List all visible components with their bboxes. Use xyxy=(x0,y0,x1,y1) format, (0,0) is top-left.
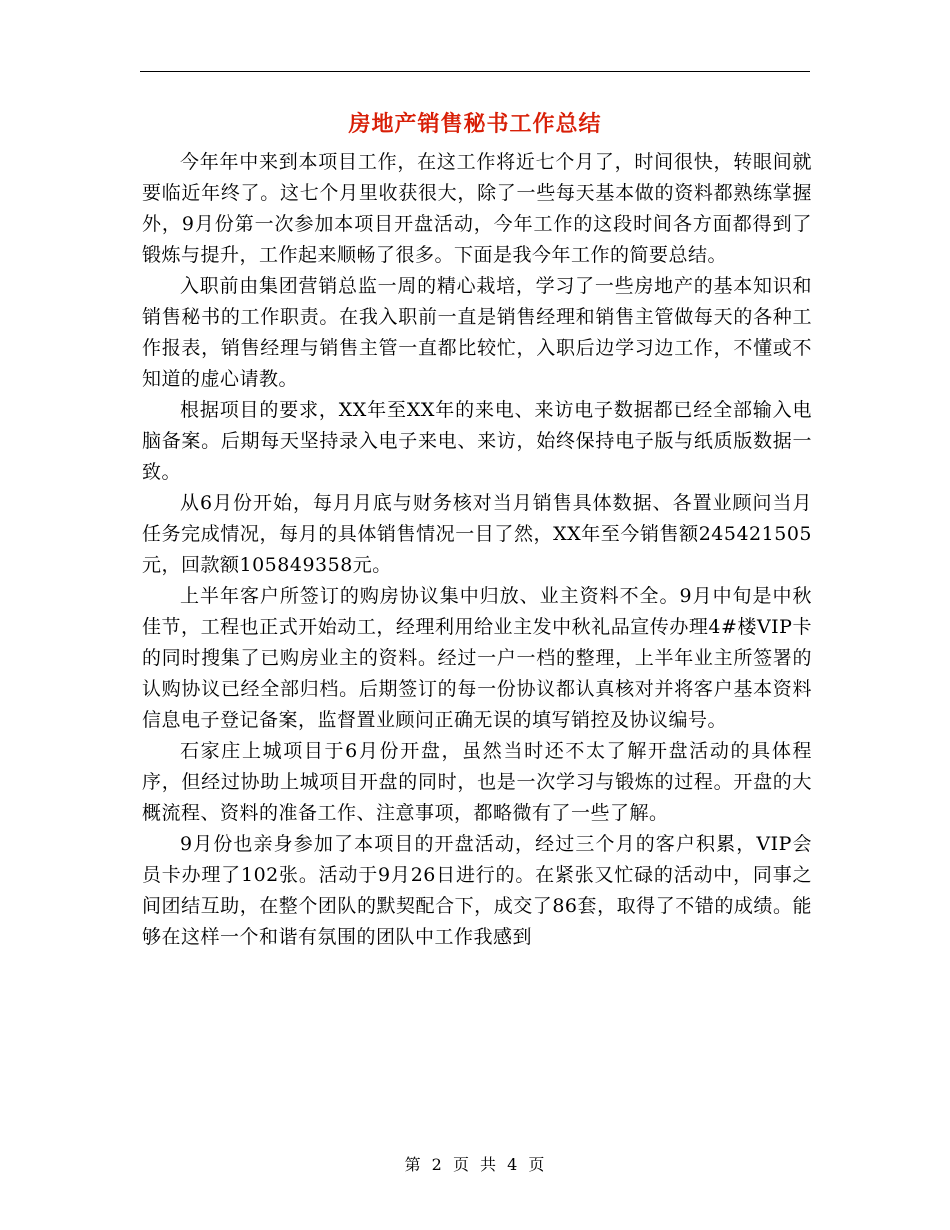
paragraph-3: 根据项目的要求，XX年至XX年的来电、来访电子数据都已经全部输入电脑备案。后期每天坚持录入电子来电、来访，始终保持电子版与纸质版数据一致。 xyxy=(142,399,812,483)
paragraph-1: 今年年中来到本项目工作，在这工作将近七个月了，时间很快，转眼间就要临近年终了。这七个月里收获很大，除了一些每天基本做的资料都熟练掌握外，9月份第一次参加本项目开盘活动，今年工作的这段时间各方面都得到了锻炼与提升，工作起来顺畅了很多。下面是我今年工作的简要总结。 xyxy=(142,151,812,266)
page-number-footer: 第 2 页 共 4 页 xyxy=(404,1155,546,1174)
document-body xyxy=(142,147,812,953)
paragraph-2: 入职前由集团营销总监一周的精心栽培，学习了一些房地产的基本知识和销售秘书的工作职责。在我入职前一直是销售经理和销售主管做每天的各种工作报表，销售经理与销售主管一直都比较忙，入职后边学习边工作，不懂或不知道的虚心请教。 xyxy=(142,275,812,390)
paragraph-4: 从6月份开始，每月月底与财务核对当月销售具体数据、各置业顾问当月任务完成情况，每月的具体销售情况一目了然，XX年至今销售额245421505元，回款额105849358元。 xyxy=(142,492,812,576)
paragraph-7: 9月份也亲身参加了本项目的开盘活动，经过三个月的客户积累，VIP会员卡办理了102张。活动于9月26日进行的。在紧张又忙碌的活动中，同事之间团结互助，在整个团队的默契配合下，成交了86套，取得了不错的成绩。能够在这样一个和谐有氛围的团队中工作我感到 xyxy=(142,833,812,948)
document-title: 房地产销售秘书工作总结 xyxy=(348,112,602,137)
paragraph-6: 石家庄上城项目于6月份开盘，虽然当时还不太了解开盘活动的具体程序，但经过协助上城项目开盘的同时，也是一次学习与锻炼的过程。开盘的大概流程、资料的准备工作、注意事项，都略微有了一些了解。 xyxy=(142,740,812,824)
header-rule xyxy=(140,71,810,72)
paragraph-5: 上半年客户所签订的购房协议集中归放、业主资料不全。9月中旬是中秋佳节，工程也正式开始动工，经理利用给业主发中秋礼品宣传办理4#楼VIP卡的同时搜集了已购房业主的资料。经过一户一档的整理，上半年业主所签署的认购协议已经全部归档。后期签订的每一份协议都认真核对并将客户基本资料信息电子登记备案，监督置业顾问正确无误的填写销控及协议编号。 xyxy=(142,585,812,731)
